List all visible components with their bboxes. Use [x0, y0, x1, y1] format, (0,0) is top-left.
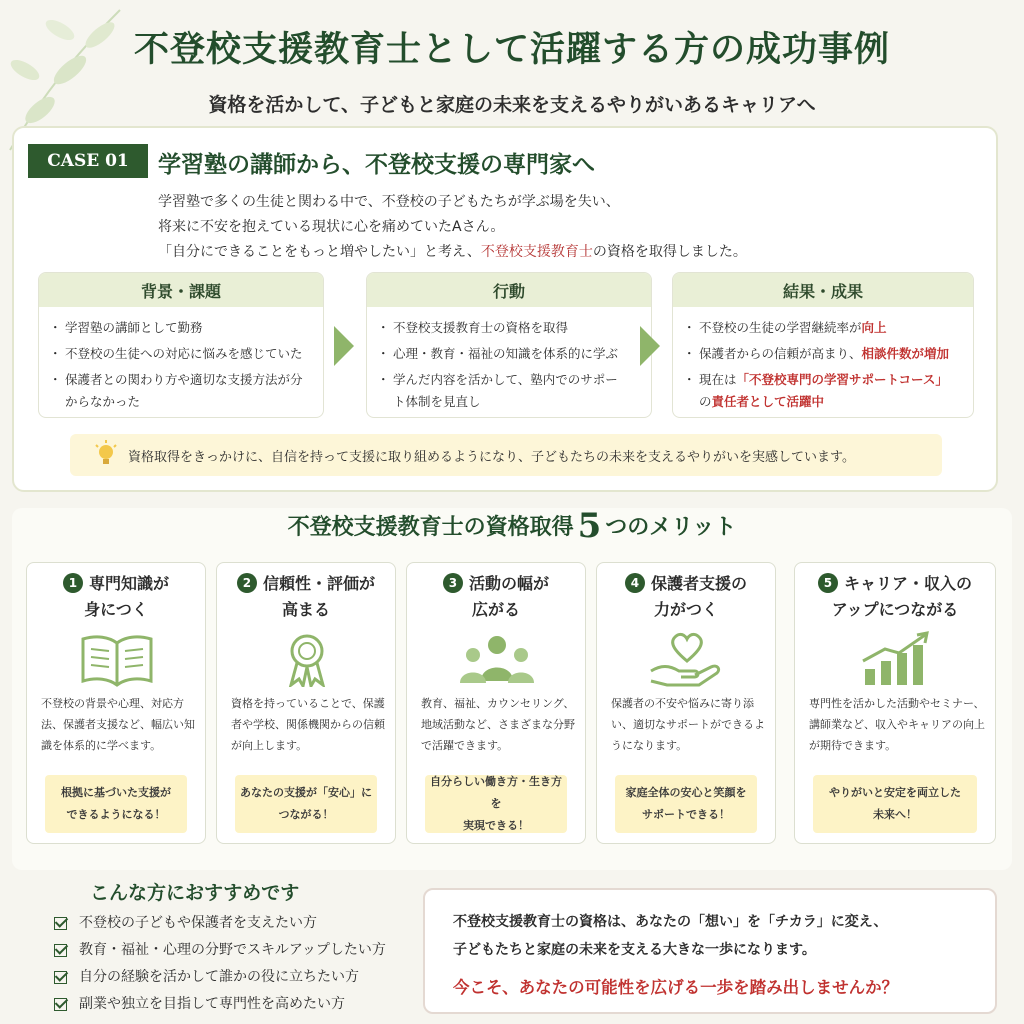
merit-card-5: [794, 562, 996, 844]
merit-result: [235, 775, 377, 833]
recommend-item-text: 副業や独立を目指して専門性を高めたい方: [79, 996, 345, 1012]
column-title: 結果・成果: [673, 273, 973, 307]
merit-card-4: [596, 562, 776, 844]
message-line: 子どもたちと家庭の未来を支える大きな一歩になります。: [453, 942, 816, 958]
message-text: [453, 908, 888, 964]
checkbox-icon: [54, 971, 67, 984]
merit-result: [45, 775, 187, 833]
result-highlight: 責任者として活躍中: [711, 394, 825, 409]
lightbulb-icon: [94, 440, 118, 470]
list-item: ・ 不登校支援教育士の資格を取得: [381, 315, 651, 341]
merit-heading-text: 高まる: [281, 600, 330, 619]
result-highlight: 向上: [861, 320, 887, 335]
merit-heading-text: 活動の幅が: [468, 574, 549, 593]
merit-result-text: やりがいと安定を両立した: [829, 786, 961, 799]
checkbox-icon: [54, 944, 67, 957]
result-text: 保護者からの信頼が高まり、: [699, 346, 862, 361]
merit-result-text: サポートできる！: [642, 808, 730, 821]
column-background: [38, 272, 324, 418]
heart-hand-icon: [647, 631, 727, 687]
merit-description: 資格を持っていることで、保護者や学校、関係機関からの信頼が向上します。: [231, 697, 385, 752]
tip-text: 資格取得をきっかけに、自信を持って支援に取り組めるようになり、子どもたちの未来を支えるやりがいを実感しています。: [128, 449, 855, 465]
merit-card-2: [216, 562, 396, 844]
list-item: [687, 341, 973, 367]
call-to-action: 今こそ、あなたの可能性を広げる一歩を踏み出しませんか？: [453, 978, 899, 997]
merit-number: 5: [818, 573, 838, 593]
list-item: [687, 367, 957, 413]
merit-heading-text: 身につく: [84, 600, 148, 619]
recommend-item: [54, 937, 386, 964]
page-title: 不登校支援教育士として活躍する方の成功事例: [133, 29, 890, 70]
merit-card-3: [406, 562, 586, 844]
merit-heading-text: アップにつながる: [831, 600, 959, 619]
merit-result: [813, 775, 977, 833]
case-body-text: 「自分にできることをもっと増やしたい」と考え、: [158, 244, 481, 260]
case-card: [12, 126, 998, 492]
message-box: [423, 888, 997, 1014]
list-item: [687, 315, 973, 341]
merit-card-1: [26, 562, 206, 844]
result-highlight: 「不登校専門の学習サポートコース」: [736, 372, 948, 387]
recommend-title: こんな方におすすめです: [90, 882, 300, 904]
list-item: ・ 学んだ内容を活かして、塾内でのサポート体制を見直し: [381, 367, 621, 413]
list-item: ・ 不登校の生徒への対応に悩みを感じていた: [53, 341, 323, 367]
recommend-item: [54, 991, 386, 1018]
case-body-text: の資格を取得しました。: [592, 244, 747, 260]
result-text: 現在は: [699, 372, 737, 387]
merit-result-text: 実現できる！: [463, 819, 529, 832]
case-body-line: 将来に不安を抱えている現状に心を痛めていたAさん。: [158, 219, 505, 235]
column-result: [672, 272, 974, 418]
case-description: [158, 190, 747, 265]
page-subtitle: 資格を活かして、子どもと家庭の未来を支えるやりがいあるキャリアへ: [208, 94, 816, 116]
merit-result-text: 未来へ！: [873, 808, 917, 821]
column-title: 背景・課題: [39, 273, 323, 307]
merit-description: 不登校の背景や心理、対応方法、保護者支援など、幅広い知識を体系的に学べます。: [41, 697, 195, 752]
merit-result-text: 根拠に基づいた支援が: [61, 786, 171, 799]
merit-result: [615, 775, 757, 833]
result-text: 不登校の生徒の学習継続率が: [699, 320, 862, 335]
merit-number: 3: [443, 573, 463, 593]
recommend-item: [54, 910, 386, 937]
merit-heading-text: 専門知識が: [88, 574, 169, 593]
arrow-right-icon: [334, 326, 354, 366]
book-icon: [77, 631, 157, 687]
case-badge: CASE 01: [28, 144, 148, 178]
column-action: [366, 272, 652, 418]
checkbox-icon: [54, 917, 67, 930]
growth-chart-icon: [857, 631, 937, 687]
checkbox-icon: [54, 998, 67, 1011]
merit-heading-text: 信頼性・評価が: [262, 574, 375, 593]
people-icon: [457, 631, 537, 687]
merit-heading: [795, 571, 995, 623]
merit-heading-text: キャリア・収入の: [843, 574, 972, 593]
merit-result-text: つながる！: [278, 808, 334, 821]
merit-description: 教育、福祉、カウンセリング、地域活動など、さまざまな分野で活躍できます。: [421, 697, 575, 752]
column-title: 行動: [367, 273, 651, 307]
merit-heading: [407, 571, 585, 623]
merits-title-text: つのメリット: [605, 514, 737, 540]
list-item: ・ 心理・教育・福祉の知識を体系的に学ぶ: [381, 341, 651, 367]
recommend-item-text: 教育・福祉・心理の分野でスキルアップしたい方: [79, 942, 386, 958]
merit-description: 専門性を活かした活動やセミナー、講師業など、収入やキャリアの向上が期待できます。: [809, 697, 985, 752]
arrow-right-icon: [640, 326, 660, 366]
merit-heading: [27, 571, 205, 623]
merit-result-text: 自分らしい働き方・生き方を: [430, 775, 562, 810]
recommend-list: [54, 910, 386, 1018]
tip-banner: [70, 434, 942, 476]
list-item: ・ 保護者との関わり方や適切な支援方法が分からなかった: [53, 367, 303, 413]
merit-heading-text: 保護者支援の: [650, 574, 747, 593]
merit-heading: [217, 571, 395, 623]
case-body-line: [158, 240, 747, 265]
list-item: ・ 学習塾の講師として勤務: [53, 315, 323, 341]
merit-heading: [597, 571, 775, 623]
merit-result: [425, 775, 567, 833]
merits-title: [0, 506, 1024, 546]
merit-description: 保護者の不安や悩みに寄り添い、適切なサポートができるようになります。: [611, 697, 765, 752]
ribbon-icon: [267, 631, 347, 687]
merit-result-text: できるようになる！: [66, 808, 166, 821]
case-highlight-text: 不登校支援教育士: [480, 244, 593, 260]
recommend-item-text: 不登校の子どもや保護者を支えたい方: [79, 915, 317, 931]
merit-heading-text: 力がつく: [653, 600, 718, 619]
result-text: の: [699, 394, 712, 409]
recommend-item-text: 自分の経験を活かして誰かの役に立ちたい方: [79, 969, 359, 985]
case-title: 学習塾の講師から、不登校支援の専門家へ: [158, 152, 595, 178]
merit-heading-text: 広がる: [471, 600, 520, 619]
merit-number: 1: [63, 573, 83, 593]
merits-title-number: 5: [577, 506, 602, 546]
result-highlight: 相談件数が増加: [861, 346, 950, 361]
message-line: 不登校支援教育士の資格は、あなたの「想い」を「チカラ」に変え、: [453, 914, 888, 930]
recommend-item: [54, 964, 386, 991]
merit-result-text: あなたの支援が「安心」に: [240, 786, 372, 799]
case-body-line: 学習塾で多くの生徒と関わる中で、不登校の子どもたちが学ぶ場を失い、: [158, 194, 620, 210]
merit-result-text: 家庭全体の安心と笑顔を: [625, 786, 747, 799]
merits-title-text: 不登校支援教育士の資格取得: [287, 514, 574, 540]
merit-number: 4: [625, 573, 645, 593]
merit-number: 2: [237, 573, 257, 593]
